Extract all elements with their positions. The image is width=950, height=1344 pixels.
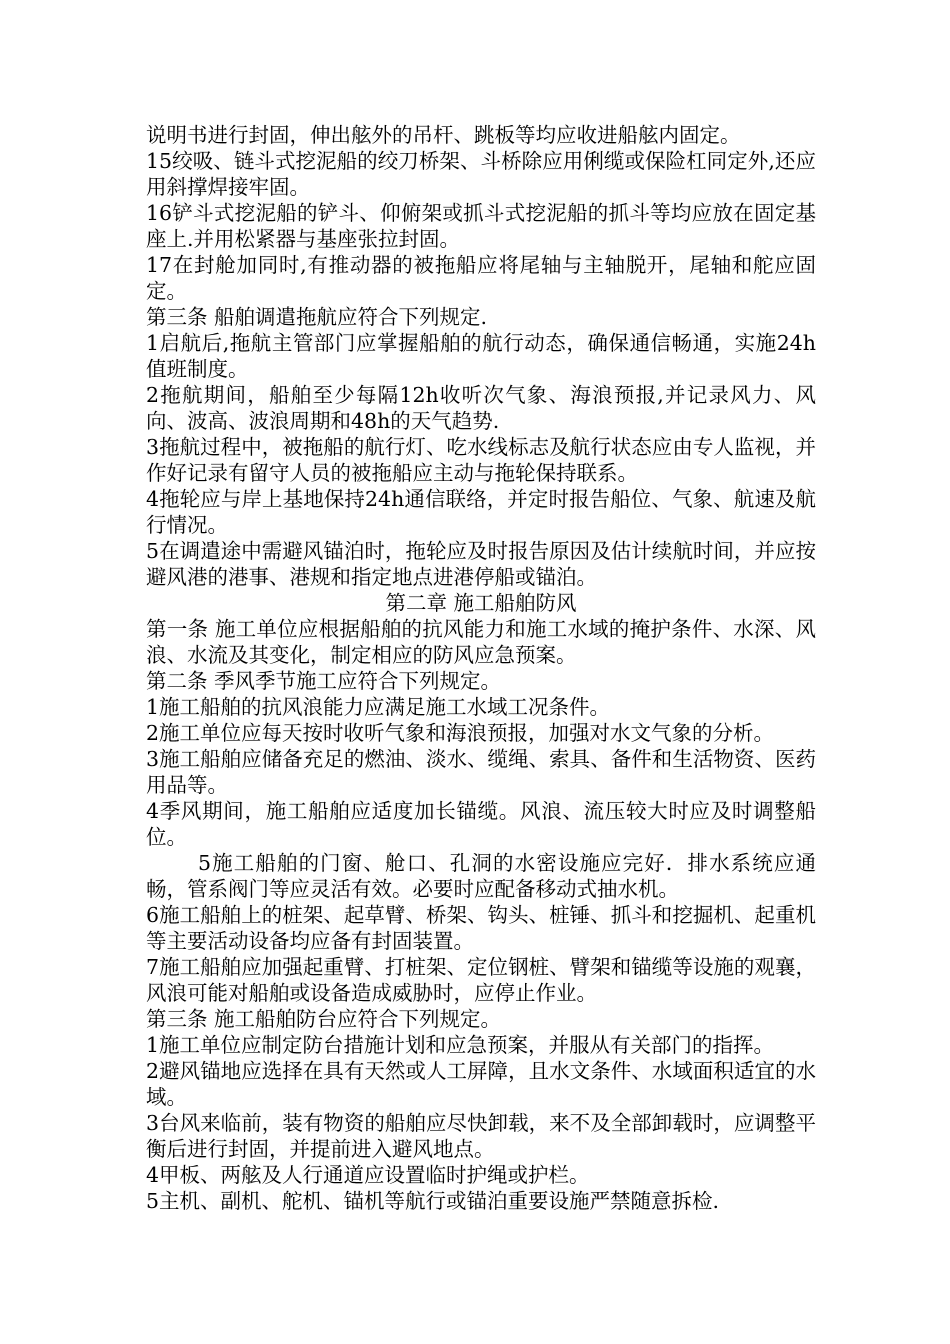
paragraph: 2避风锚地应选择在具有天然或人工屏障，且水文条件、水域面积适宜的水域。	[146, 1059, 816, 1109]
paragraph: 17在封舱加同时,有推动器的被拖船应将尾轴与主轴脱开，尾轴和舵应固定。	[146, 253, 816, 303]
paragraph: 4甲板、两舷及人行通道应设置临时护绳或护栏。	[146, 1163, 590, 1187]
paragraph: 1施工单位应制定防台措施计划和应急预案，并服从有关部门的指挥。	[146, 1033, 775, 1057]
paragraph: 5在调遣途中需避风锚泊时，拖轮应及时报告原因及估计续航时间，并应按避风港的港事、港规和指定地点进港停船或锚泊。	[146, 539, 816, 589]
document-body	[146, 122, 816, 1214]
paragraph: 7施工船舶应加强起重臂、打桩架、定位钢桩、臂架和锚缆等设施的观襄，风浪可能对船舶或设备造成威胁时，应停止作业。	[146, 955, 816, 1005]
paragraph: 3拖航过程中，被拖船的航行灯、吃水线标志及航行状态应由专人监视，并作好记录有留守人员的被拖船应主动与拖轮保持联系。	[146, 435, 816, 485]
paragraph: 3台风来临前，装有物资的船舶应尽快卸载，来不及全部卸载时，应调整平衡后进行封固，并提前进入避风地点。	[146, 1111, 816, 1161]
paragraph: 2施工单位应每天按时收听气象和海浪预报，加强对水文气象的分析。	[146, 721, 775, 745]
paragraph: 4季风期间，施工船舶应适度加长锚缆。风浪、流压较大时应及时调整船位。	[146, 799, 816, 849]
paragraph: 说明书进行封固，伸出舷外的吊杆、跳板等均应收进船舷内固定。	[146, 123, 741, 147]
article-heading: 第三条 施工船舶防台应符合下列规定。	[146, 1007, 502, 1031]
paragraph: 15绞吸、链斗式挖泥船的绞刀桥架、斗桥除应用俐缆或保险杠同定外,还应用斜撑焊接牢固。	[146, 149, 816, 199]
paragraph: 5主机、副机、舵机、锚机等航行或锚泊重要设施严禁随意拆检.	[146, 1189, 720, 1213]
paragraph: 16铲斗式挖泥船的铲斗、仰俯架或抓斗式挖泥船的抓斗等均应放在固定基座上.并用松紧器与基座张拉封固。	[146, 201, 816, 251]
paragraph: 5施工船舶的门窗、舱口、孔洞的水密设施应完好．排水系统应通畅，管系阀门等应灵活有效。必要时应配备移动式抽水机。	[146, 851, 816, 901]
paragraph: 1启航后,拖航主管部门应掌握船舶的航行动态，确保通信畅通，实施24h值班制度。	[146, 331, 816, 381]
chapter-title: 第二章 施工船舶防风	[385, 591, 577, 615]
article-heading: 第一条 施工单位应根据船舶的抗风能力和施工水域的掩护条件、水深、风浪、水流及其变化，制定相应的防风应急预案。	[146, 617, 816, 667]
article-heading: 第二条 季风季节施工应符合下列规定。	[146, 669, 502, 693]
paragraph: 6施工船舶上的桩架、起草臂、桥架、钩头、桩锤、抓斗和挖掘机、起重机等主要活动设备均应备有封固装置。	[146, 903, 816, 953]
paragraph: 1施工船舶的抗风浪能力应满足施工水域工况条件。	[146, 695, 611, 719]
paragraph: 4拖轮应与岸上基地保持24h通信联络，并定时报告船位、气象、航速及航行情况。	[146, 487, 816, 537]
paragraph: 3施工船舶应储备充足的燃油、淡水、缆绳、索具、备件和生活物资、医药用品等。	[146, 747, 816, 797]
article-heading: 第三条 船舶调遣拖航应符合下列规定.	[146, 305, 488, 329]
paragraph: 2拖航期间，船舶至少每隔12h收听次气象、海浪预报,并记录风力、风向、波高、波浪周期和48h的天气趋势.	[146, 383, 816, 433]
